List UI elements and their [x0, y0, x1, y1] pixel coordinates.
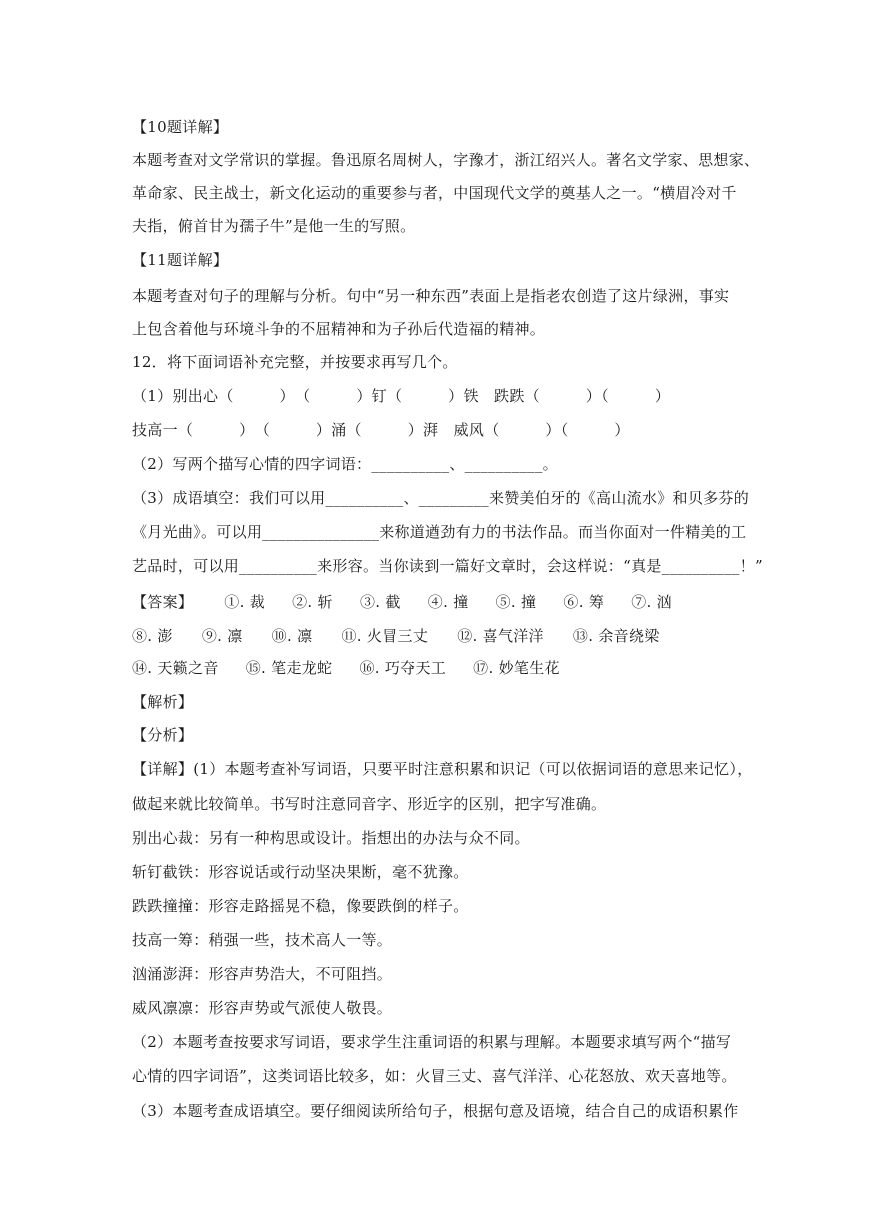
answer-item: ⑩. 凛: [271, 627, 313, 645]
q11-heading: 【11题详解】: [132, 251, 229, 269]
breakdown-heading: 【分析】: [132, 726, 194, 744]
answer-item: ⑮. 笔走龙蛇: [245, 659, 333, 677]
q12-part1-line-2: 技高一（ ） （ ）涌（ ）湃 威风（ ）（ ）: [132, 421, 630, 439]
detail-line-2: 做起来就比较简单。书写时注意同音字、形近字的区别，把字写准确。: [132, 795, 607, 813]
answer-item: ④. 撞: [427, 593, 469, 611]
part2-line-2: 心情的四字词语”，这类词语比较多，如：火冒三丈、喜气洋洋、心花怒放、欢天喜地等。: [132, 1067, 737, 1085]
q12-part2: （2）写两个描写心情的四字词语：__________、__________。: [132, 455, 558, 473]
q11-text-line-1: 本题考查对句子的理解与分析。句中“另一种东西”表面上是指老农创造了这片绿洲，事实: [132, 287, 730, 305]
definition-1: 别出心裁：另有一种构思或设计。指想出的办法与众不同。: [132, 829, 530, 847]
answer-item: ⑫. 喜气洋洋: [457, 627, 544, 645]
answer-item: ⑥. 筹: [563, 593, 605, 611]
answer-item: ③. 截: [359, 593, 401, 611]
answer-item: ⑰. 妙笔生花: [473, 659, 560, 677]
definition-6: 威风凛凛：形容声势或气派使人敬畏。: [132, 999, 393, 1017]
answer-row-2: [132, 626, 742, 646]
q12-part3-line-2: 《月光曲》。可以用_______________来称道遒劲有力的书法作品。而当你面对一件精美的工: [132, 523, 747, 541]
answer-item: ②. 斩: [292, 593, 333, 611]
definition-4: 技高一筹：稍强一些，技术高人一等。: [132, 931, 393, 949]
detail-line-1: 【详解】(1）本题考查补写词语，只要平时注意积累和识记（可以依据词语的意思来记忆），: [132, 760, 753, 778]
q10-heading: 【10题详解】: [132, 118, 229, 136]
answer-item: ①. 裁: [224, 593, 266, 611]
q10-text-line-1: 本题考查对文学常识的掌握。鲁迅原名周树人，字豫才，浙江绍兴人。著名文学家、思想家、: [132, 151, 760, 169]
q10-text-line-3: 夫指，俯首甘为孺子牛”是他一生的写照。: [132, 217, 416, 235]
answer-item: ⑪. 火冒三丈: [341, 627, 429, 645]
answer-row-1: [132, 592, 742, 612]
q11-text-line-2: 上包含着他与环境斗争的不屈精神和为子孙后代造福的精神。: [132, 320, 546, 338]
part3-line-1: （3）本题考查成语填空。要仔细阅读所给句子，根据句意及语境，结合自己的成语积累作: [132, 1102, 739, 1120]
answer-item: ⑨. 凛: [201, 627, 243, 645]
answer-item: ⑬. 余音绕梁: [572, 627, 660, 645]
q10-text-line-2: 革命家、民主战士，新文化运动的重要参与者，中国现代文学的奠基人之一。“横眉冷对千: [132, 184, 737, 202]
definition-2: 斩钉截铁：形容说话或行动坚决果断，毫不犹豫。: [132, 863, 469, 881]
definition-3: 跌跌撞撞：形容走路摇晃不稳，像要跌倒的样子。: [132, 897, 469, 915]
definition-5: 汹涌澎湃：形容声势浩大，不可阻挡。: [132, 965, 393, 983]
q12-part3-line-3: 艺品时，可以用__________来形容。当你读到一篇好文章时，会这样说：“真是__________！”: [132, 557, 763, 575]
answer-item: ⑤. 撞: [495, 593, 537, 611]
answer-item: ⑦. 汹: [631, 593, 672, 611]
answer-item: ⑧. 澎: [132, 627, 173, 645]
analysis-heading: 【解析】: [132, 693, 194, 711]
q12-part3-line-1: （3）成语填空：我们可以用__________、_________来赞美伯牙的《高山流水》和贝多芬的: [132, 489, 750, 507]
answer-item: ⑭. 天籁之音: [132, 659, 219, 677]
answer-row-3: [132, 658, 742, 678]
answer-item: ⑯. 巧夺天工: [359, 659, 447, 677]
answer-label: 【答案】: [132, 593, 194, 611]
q12-part1-line-1: （1）别出心（ ） （ ）钉（ ）铁 跌跌（ ）（ ）: [132, 387, 671, 405]
q12-title: 12．将下面词语补充完整，并按要求再写几个。: [132, 353, 458, 371]
part2-line-1: （2）本题考查按要求写词语，要求学生注重词语的积累与理解。本题要求填写两个“描写: [132, 1033, 732, 1051]
